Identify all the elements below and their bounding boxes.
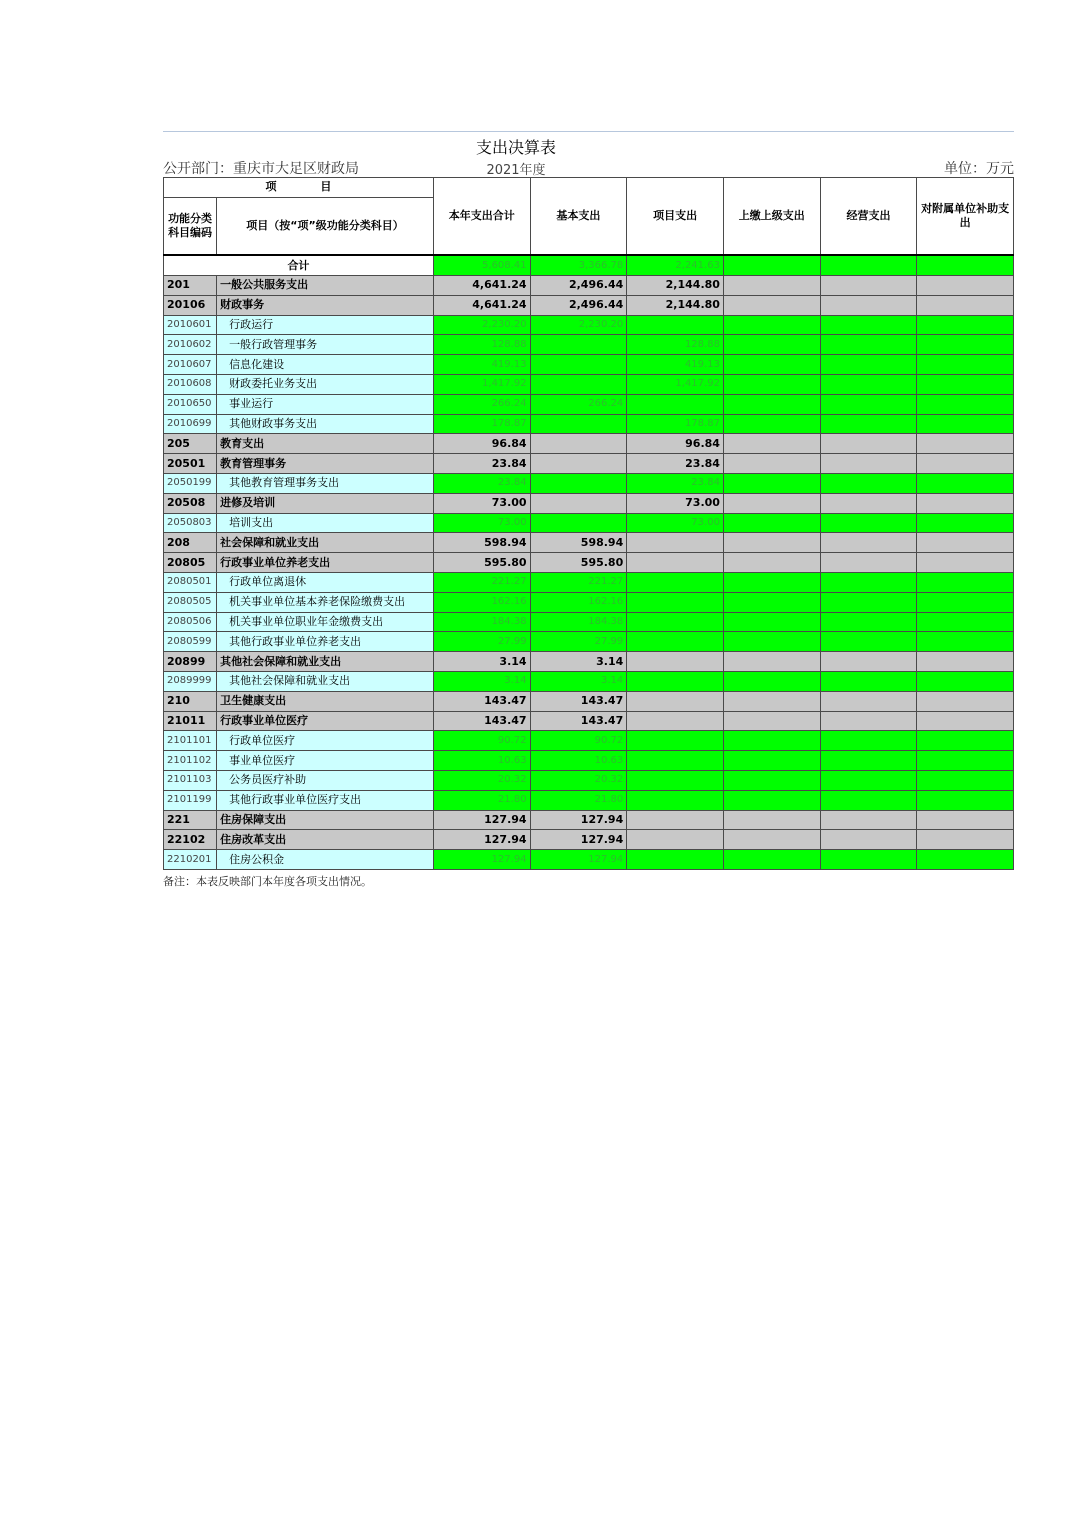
row-subsidy (917, 375, 1014, 395)
row-code: 21011 (164, 711, 217, 731)
row-basic: 266.24 (530, 394, 627, 414)
row-name: 一般行政管理事务 (217, 335, 434, 355)
row-code: 205 (164, 434, 217, 454)
header-item-group: 项 目 (164, 178, 434, 198)
row-project (627, 394, 724, 414)
row-operating (820, 493, 917, 513)
row-project: 1,417.92 (627, 375, 724, 395)
row-upper (723, 513, 820, 533)
table-row (164, 850, 1014, 870)
header-total: 本年支出合计 (433, 178, 530, 256)
row-upper (723, 790, 820, 810)
row-name: 行政运行 (217, 315, 434, 335)
row-subsidy (917, 711, 1014, 731)
row-project (627, 652, 724, 672)
row-subsidy (917, 573, 1014, 593)
row-upper (723, 553, 820, 573)
row-code: 2050199 (164, 474, 217, 494)
row-code: 2010699 (164, 414, 217, 434)
header-code: 功能分类科目编码 (164, 197, 217, 255)
row-upper (723, 592, 820, 612)
row-name: 教育管理事务 (217, 454, 434, 474)
row-basic: 27.99 (530, 632, 627, 652)
row-name: 其他社会保障和就业支出 (217, 672, 434, 692)
row-operating (820, 830, 917, 850)
row-code: 2210201 (164, 850, 217, 870)
table-row (164, 414, 1014, 434)
row-total: 73.00 (433, 493, 530, 513)
row-operating (820, 790, 917, 810)
row-total: 419.13 (433, 355, 530, 375)
row-basic: 90.72 (530, 731, 627, 751)
row-upper (723, 850, 820, 870)
row-name: 其他教育管理事务支出 (217, 474, 434, 494)
row-total: 127.94 (433, 850, 530, 870)
row-operating (820, 295, 917, 315)
row-total: 3.14 (433, 672, 530, 692)
row-subsidy (917, 295, 1014, 315)
row-total: 4,641.24 (433, 295, 530, 315)
unit-label: 单位：万元 (944, 161, 1014, 177)
row-upper (723, 295, 820, 315)
row-subsidy (917, 335, 1014, 355)
header-upper: 上缴上级支出 (723, 178, 820, 256)
row-name: 财政委托业务支出 (217, 375, 434, 395)
row-upper (723, 276, 820, 296)
category-row (164, 493, 1014, 513)
footnote: 备注：本表反映部门本年度各项支出情况。 (163, 875, 372, 888)
row-basic (530, 375, 627, 395)
row-operating (820, 711, 917, 731)
row-name: 行政单位医疗 (217, 731, 434, 751)
row-name: 行政事业单位医疗 (217, 711, 434, 731)
category-row (164, 553, 1014, 573)
row-code: 20805 (164, 553, 217, 573)
row-subsidy (917, 355, 1014, 375)
table-row (164, 771, 1014, 791)
row-name: 培训支出 (217, 513, 434, 533)
row-subsidy (917, 414, 1014, 434)
row-subsidy (917, 513, 1014, 533)
row-project (627, 751, 724, 771)
category-row (164, 652, 1014, 672)
row-operating (820, 573, 917, 593)
category-row (164, 533, 1014, 553)
total-label: 合计 (164, 255, 434, 275)
row-project (627, 830, 724, 850)
row-operating (820, 850, 917, 870)
row-project (627, 771, 724, 791)
total-upper (723, 255, 820, 275)
department-label: 公开部门：重庆市大足区财政局 (163, 161, 359, 177)
row-total: 10.63 (433, 751, 530, 771)
table-row (164, 592, 1014, 612)
row-code: 20899 (164, 652, 217, 672)
row-basic: 2,496.44 (530, 295, 627, 315)
row-basic (530, 493, 627, 513)
row-code: 2010650 (164, 394, 217, 414)
row-code: 201 (164, 276, 217, 296)
row-operating (820, 751, 917, 771)
row-subsidy (917, 592, 1014, 612)
row-code: 20106 (164, 295, 217, 315)
row-upper (723, 731, 820, 751)
row-subsidy (917, 493, 1014, 513)
row-operating (820, 434, 917, 454)
row-total: 4,641.24 (433, 276, 530, 296)
row-subsidy (917, 434, 1014, 454)
table-row (164, 751, 1014, 771)
row-subsidy (917, 810, 1014, 830)
row-basic (530, 513, 627, 533)
row-code: 208 (164, 533, 217, 553)
row-project: 2,144.80 (627, 295, 724, 315)
row-project (627, 790, 724, 810)
total-row (164, 255, 1014, 275)
row-operating (820, 375, 917, 395)
row-basic: 143.47 (530, 711, 627, 731)
row-basic (530, 414, 627, 434)
row-code: 2101102 (164, 751, 217, 771)
row-code: 2080501 (164, 573, 217, 593)
category-row (164, 276, 1014, 296)
total-project: 2,241.63 (627, 255, 724, 275)
row-name: 卫生健康支出 (217, 691, 434, 711)
row-basic: 21.80 (530, 790, 627, 810)
row-name: 行政单位离退休 (217, 573, 434, 593)
row-total: 127.94 (433, 810, 530, 830)
row-total: 73.00 (433, 513, 530, 533)
row-upper (723, 375, 820, 395)
table-row (164, 335, 1014, 355)
row-project (627, 850, 724, 870)
table-row (164, 672, 1014, 692)
row-subsidy (917, 771, 1014, 791)
row-subsidy (917, 790, 1014, 810)
row-name: 其他财政事务支出 (217, 414, 434, 434)
row-upper (723, 691, 820, 711)
table-row (164, 573, 1014, 593)
row-subsidy (917, 533, 1014, 553)
row-name: 其他行政事业单位医疗支出 (217, 790, 434, 810)
row-basic: 184.38 (530, 612, 627, 632)
row-upper (723, 612, 820, 632)
row-project (627, 612, 724, 632)
row-basic: 162.16 (530, 592, 627, 612)
row-upper (723, 711, 820, 731)
row-total: 27.99 (433, 632, 530, 652)
category-row (164, 810, 1014, 830)
row-project (627, 711, 724, 731)
row-basic: 2,230.20 (530, 315, 627, 335)
row-project (627, 810, 724, 830)
row-project (627, 672, 724, 692)
row-subsidy (917, 454, 1014, 474)
table-row (164, 612, 1014, 632)
page-title: 支出决算表 (475, 138, 556, 157)
row-total: 178.87 (433, 414, 530, 434)
row-basic (530, 454, 627, 474)
row-total: 266.24 (433, 394, 530, 414)
row-subsidy (917, 474, 1014, 494)
row-code: 20508 (164, 493, 217, 513)
row-total: 2,230.20 (433, 315, 530, 335)
category-row (164, 711, 1014, 731)
row-subsidy (917, 672, 1014, 692)
row-project: 73.00 (627, 493, 724, 513)
row-basic: 143.47 (530, 691, 627, 711)
row-operating (820, 394, 917, 414)
row-basic: 3.14 (530, 652, 627, 672)
header-name: 项目（按“项”级功能分类科目） (217, 197, 434, 255)
row-basic (530, 335, 627, 355)
row-total: 90.72 (433, 731, 530, 751)
row-upper (723, 533, 820, 553)
table-row (164, 513, 1014, 533)
row-basic (530, 474, 627, 494)
row-code: 2101103 (164, 771, 217, 791)
row-code: 2089999 (164, 672, 217, 692)
row-basic: 127.94 (530, 830, 627, 850)
total-sum: 5,608.41 (433, 255, 530, 275)
row-upper (723, 434, 820, 454)
row-upper (723, 355, 820, 375)
table-row (164, 790, 1014, 810)
row-upper (723, 751, 820, 771)
fiscal-year: 2021年度 (486, 163, 546, 178)
row-total: 23.84 (433, 474, 530, 494)
header-project: 项目支出 (627, 178, 724, 256)
table-row (164, 394, 1014, 414)
row-project (627, 533, 724, 553)
row-project: 96.84 (627, 434, 724, 454)
row-name: 事业运行 (217, 394, 434, 414)
row-name: 其他社会保障和就业支出 (217, 652, 434, 672)
row-operating (820, 731, 917, 751)
header-subsidy: 对附属单位补助支出 (917, 178, 1014, 256)
row-subsidy (917, 751, 1014, 771)
row-subsidy (917, 394, 1014, 414)
row-basic: 10.63 (530, 751, 627, 771)
row-code: 2080599 (164, 632, 217, 652)
category-row (164, 830, 1014, 850)
row-upper (723, 632, 820, 652)
row-subsidy (917, 830, 1014, 850)
table-row (164, 731, 1014, 751)
row-total: 143.47 (433, 691, 530, 711)
row-basic: 20.32 (530, 771, 627, 791)
row-operating (820, 652, 917, 672)
row-code: 22102 (164, 830, 217, 850)
row-operating (820, 276, 917, 296)
row-name: 其他行政事业单位养老支出 (217, 632, 434, 652)
row-upper (723, 315, 820, 335)
table-row (164, 315, 1014, 335)
row-project (627, 592, 724, 612)
category-row (164, 691, 1014, 711)
row-project: 178.87 (627, 414, 724, 434)
row-name: 住房改革支出 (217, 830, 434, 850)
row-operating (820, 533, 917, 553)
row-project: 73.00 (627, 513, 724, 533)
category-row (164, 295, 1014, 315)
row-total: 128.88 (433, 335, 530, 355)
row-total: 20.32 (433, 771, 530, 791)
row-upper (723, 810, 820, 830)
row-project: 128.88 (627, 335, 724, 355)
row-operating (820, 454, 917, 474)
row-operating (820, 691, 917, 711)
row-operating (820, 810, 917, 830)
row-project (627, 315, 724, 335)
row-subsidy (917, 652, 1014, 672)
row-operating (820, 632, 917, 652)
row-upper (723, 474, 820, 494)
row-total: 184.38 (433, 612, 530, 632)
row-subsidy (917, 553, 1014, 573)
row-basic (530, 355, 627, 375)
row-subsidy (917, 612, 1014, 632)
row-name: 机关事业单位职业年金缴费支出 (217, 612, 434, 632)
row-name: 财政事务 (217, 295, 434, 315)
row-name: 公务员医疗补助 (217, 771, 434, 791)
total-basic: 3,366.78 (530, 255, 627, 275)
row-code: 221 (164, 810, 217, 830)
row-operating (820, 553, 917, 573)
row-name: 信息化建设 (217, 355, 434, 375)
row-upper (723, 830, 820, 850)
row-total: 21.80 (433, 790, 530, 810)
row-upper (723, 335, 820, 355)
row-basic: 221.27 (530, 573, 627, 593)
row-upper (723, 672, 820, 692)
table-row (164, 474, 1014, 494)
row-name: 教育支出 (217, 434, 434, 454)
row-operating (820, 672, 917, 692)
row-operating (820, 474, 917, 494)
row-total: 143.47 (433, 711, 530, 731)
table-row (164, 632, 1014, 652)
row-upper (723, 414, 820, 434)
category-row (164, 454, 1014, 474)
row-subsidy (917, 691, 1014, 711)
row-operating (820, 355, 917, 375)
row-project: 23.84 (627, 474, 724, 494)
row-total: 96.84 (433, 434, 530, 454)
row-operating (820, 513, 917, 533)
row-operating (820, 771, 917, 791)
total-subsidy (917, 255, 1014, 275)
row-basic: 595.80 (530, 553, 627, 573)
row-total: 23.84 (433, 454, 530, 474)
row-upper (723, 652, 820, 672)
row-operating (820, 592, 917, 612)
row-project (627, 632, 724, 652)
row-project (627, 731, 724, 751)
row-code: 2080505 (164, 592, 217, 612)
total-operating (820, 255, 917, 275)
row-total: 127.94 (433, 830, 530, 850)
row-name: 行政事业单位养老支出 (217, 553, 434, 573)
row-upper (723, 394, 820, 414)
row-basic (530, 434, 627, 454)
row-operating (820, 612, 917, 632)
row-upper (723, 573, 820, 593)
row-project (627, 691, 724, 711)
row-total: 221.27 (433, 573, 530, 593)
row-code: 2010601 (164, 315, 217, 335)
table-row (164, 355, 1014, 375)
row-project (627, 573, 724, 593)
top-border (163, 131, 1014, 132)
row-total: 1,417.92 (433, 375, 530, 395)
row-project: 2,144.80 (627, 276, 724, 296)
row-project: 419.13 (627, 355, 724, 375)
row-code: 2050803 (164, 513, 217, 533)
row-total: 595.80 (433, 553, 530, 573)
row-upper (723, 454, 820, 474)
row-name: 一般公共服务支出 (217, 276, 434, 296)
row-name: 事业单位医疗 (217, 751, 434, 771)
row-subsidy (917, 315, 1014, 335)
row-total: 598.94 (433, 533, 530, 553)
row-name: 社会保障和就业支出 (217, 533, 434, 553)
expenditure-table (163, 177, 1014, 870)
row-code: 210 (164, 691, 217, 711)
row-name: 进修及培训 (217, 493, 434, 513)
row-code: 2101101 (164, 731, 217, 751)
header-basic: 基本支出 (530, 178, 627, 256)
row-subsidy (917, 731, 1014, 751)
row-project: 23.84 (627, 454, 724, 474)
row-code: 2101199 (164, 790, 217, 810)
row-operating (820, 414, 917, 434)
row-name: 机关事业单位基本养老保险缴费支出 (217, 592, 434, 612)
row-basic: 127.94 (530, 810, 627, 830)
row-project (627, 553, 724, 573)
row-basic: 127.94 (530, 850, 627, 870)
row-total: 162.16 (433, 592, 530, 612)
row-basic: 3.14 (530, 672, 627, 692)
row-total: 3.14 (433, 652, 530, 672)
row-name: 住房公积金 (217, 850, 434, 870)
row-subsidy (917, 850, 1014, 870)
row-operating (820, 335, 917, 355)
row-subsidy (917, 632, 1014, 652)
row-code: 2010608 (164, 375, 217, 395)
row-subsidy (917, 276, 1014, 296)
row-name: 住房保障支出 (217, 810, 434, 830)
table-row (164, 375, 1014, 395)
row-code: 20501 (164, 454, 217, 474)
row-code: 2080506 (164, 612, 217, 632)
row-code: 2010607 (164, 355, 217, 375)
header-operating: 经营支出 (820, 178, 917, 256)
row-code: 2010602 (164, 335, 217, 355)
row-basic: 598.94 (530, 533, 627, 553)
row-upper (723, 771, 820, 791)
row-basic: 2,496.44 (530, 276, 627, 296)
row-operating (820, 315, 917, 335)
row-upper (723, 493, 820, 513)
category-row (164, 434, 1014, 454)
